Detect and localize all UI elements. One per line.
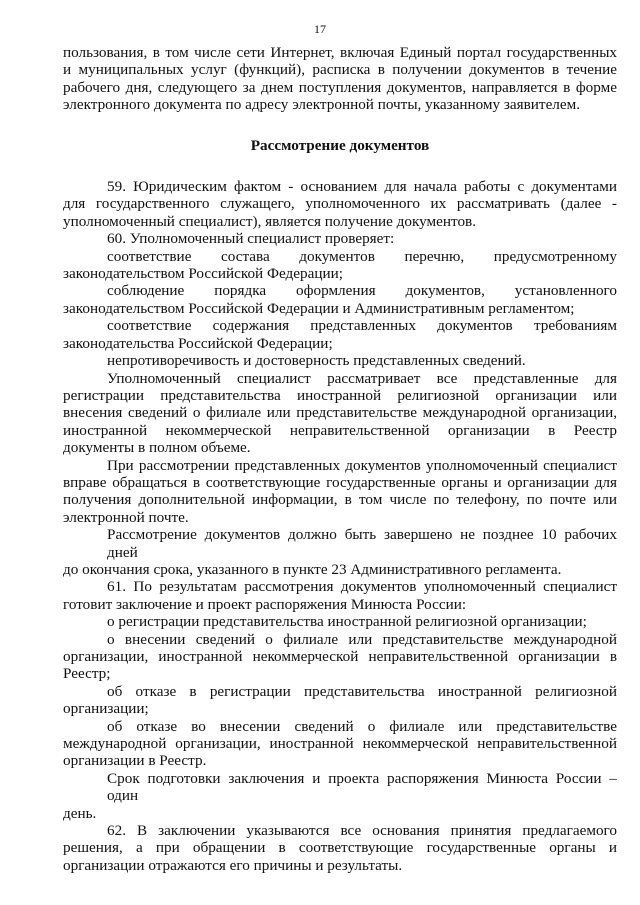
- text-line: 60. Уполномоченный специалист проверяет:: [107, 230, 395, 248]
- section-heading: Рассмотрение документов: [250, 136, 430, 154]
- text-line: непротиворечивость и достоверность представленных сведений.: [107, 352, 526, 370]
- text-line: об отказе в регистрации представительства иностранной религиозной: [107, 682, 617, 700]
- text-line: и муниципальных услуг (функций), расписка в получении документов в течение: [63, 61, 617, 79]
- paragraph: [63, 248, 617, 283]
- paragraph: [63, 178, 617, 230]
- text-line: регистрации представительства иностранной религиозной организации или: [63, 386, 617, 404]
- text-line: Реестр;: [63, 665, 111, 683]
- text-line: день.: [63, 804, 97, 822]
- paragraph: [63, 352, 617, 369]
- text-line: законодательства Российской Федерации;: [63, 334, 333, 352]
- text-line: рабочего дня, следующего за днем поступления документов, направляется в форме: [63, 78, 617, 96]
- text-line: для государственного служащего, уполномоченного их рассматривать (далее -: [63, 195, 617, 213]
- text-line: Уполномоченный специалист рассматривает все представленные для: [107, 369, 617, 387]
- text-line: Рассмотрение документов должно быть завершено не позднее 10 рабочих дней: [107, 526, 617, 561]
- text-line: об отказе во внесении сведений о филиале или представительстве: [107, 717, 617, 735]
- text-line: соблюдение порядка оформления документов, установленного: [107, 282, 617, 300]
- text-line: соответствие состава документов перечню, предусмотренному: [107, 247, 617, 265]
- intro-paragraph: [63, 44, 617, 114]
- page-number: 17: [314, 22, 326, 36]
- paragraph: [63, 578, 617, 613]
- text-line: пользования, в том числе сети Интернет, включая Единый портал государственных: [63, 44, 617, 61]
- paragraph: [63, 282, 617, 317]
- text-line: электронной почте.: [63, 508, 189, 526]
- text-line: международной организации, иностранной некоммерческой неправительственной: [63, 735, 617, 753]
- text-line: о внесении сведений о филиале или представительстве международной: [107, 630, 617, 648]
- text-line: уполномоченный специалист), является получение документов.: [63, 212, 477, 230]
- text-line: вправе обращаться в соответствующие государственные органы и организации для: [63, 473, 617, 491]
- paragraphs: [63, 178, 617, 874]
- paragraph: [63, 822, 617, 874]
- text-line: Срок подготовки заключения и проекта распоряжения Минюста России – один: [107, 769, 617, 805]
- text-line: внесения сведений о филиале или представительстве международной организации,: [63, 404, 617, 422]
- text-line: законодательством Российской Федерации;: [63, 265, 343, 283]
- text-line: документы в полном объеме.: [63, 439, 251, 457]
- paragraph: [63, 370, 617, 457]
- paragraph: [63, 230, 617, 247]
- paragraph: [63, 457, 617, 527]
- text-line: электронного документа по адресу электронной почты, указанному заявителем.: [63, 96, 581, 114]
- document-body: [63, 44, 617, 874]
- paragraph: [63, 718, 617, 770]
- paragraph: [63, 683, 617, 718]
- text-line: При рассмотрении представленных документов уполномоченный специалист: [107, 456, 617, 474]
- text-line: 61. По результатам рассмотрения документов уполномоченный специалист: [107, 578, 617, 596]
- text-line: соответствие содержания представленных документов требованиям: [107, 317, 617, 335]
- paragraph: [63, 770, 617, 822]
- text-line: до окончания срока, указанного в пункте 23 Административного регламента.: [63, 560, 562, 578]
- text-line: 59. Юридическим фактом - основанием для начала работы с документами: [107, 178, 617, 196]
- text-line: организации, иностранной некоммерческой неправительственной организации в: [63, 648, 617, 665]
- paragraph: [63, 631, 617, 683]
- paragraph: [63, 526, 617, 578]
- text-line: организации;: [63, 700, 149, 718]
- text-line: о регистрации представительства иностранной религиозной организации;: [107, 613, 587, 631]
- text-line: организации в Реестр.: [63, 752, 207, 770]
- paragraph: [63, 317, 617, 352]
- text-line: законодательством Российской Федерации и Административным регламентом;: [63, 299, 575, 317]
- paragraph: [63, 613, 617, 630]
- text-line: 62. В заключении указываются все основания принятия предлагаемого: [107, 822, 617, 840]
- text-line: организации отражаются его причины и результаты.: [63, 856, 403, 874]
- text-line: получения дополнительной информации, в том числе по телефону, по почте или: [63, 491, 617, 509]
- text-line: готовит заключение и проект распоряжения Минюста России:: [63, 595, 467, 613]
- text-line: решения, а при обращении в соответствующие государственные органы и: [63, 839, 617, 857]
- text-line: иностранной некоммерческой неправительственной организации в Реестр: [63, 421, 617, 439]
